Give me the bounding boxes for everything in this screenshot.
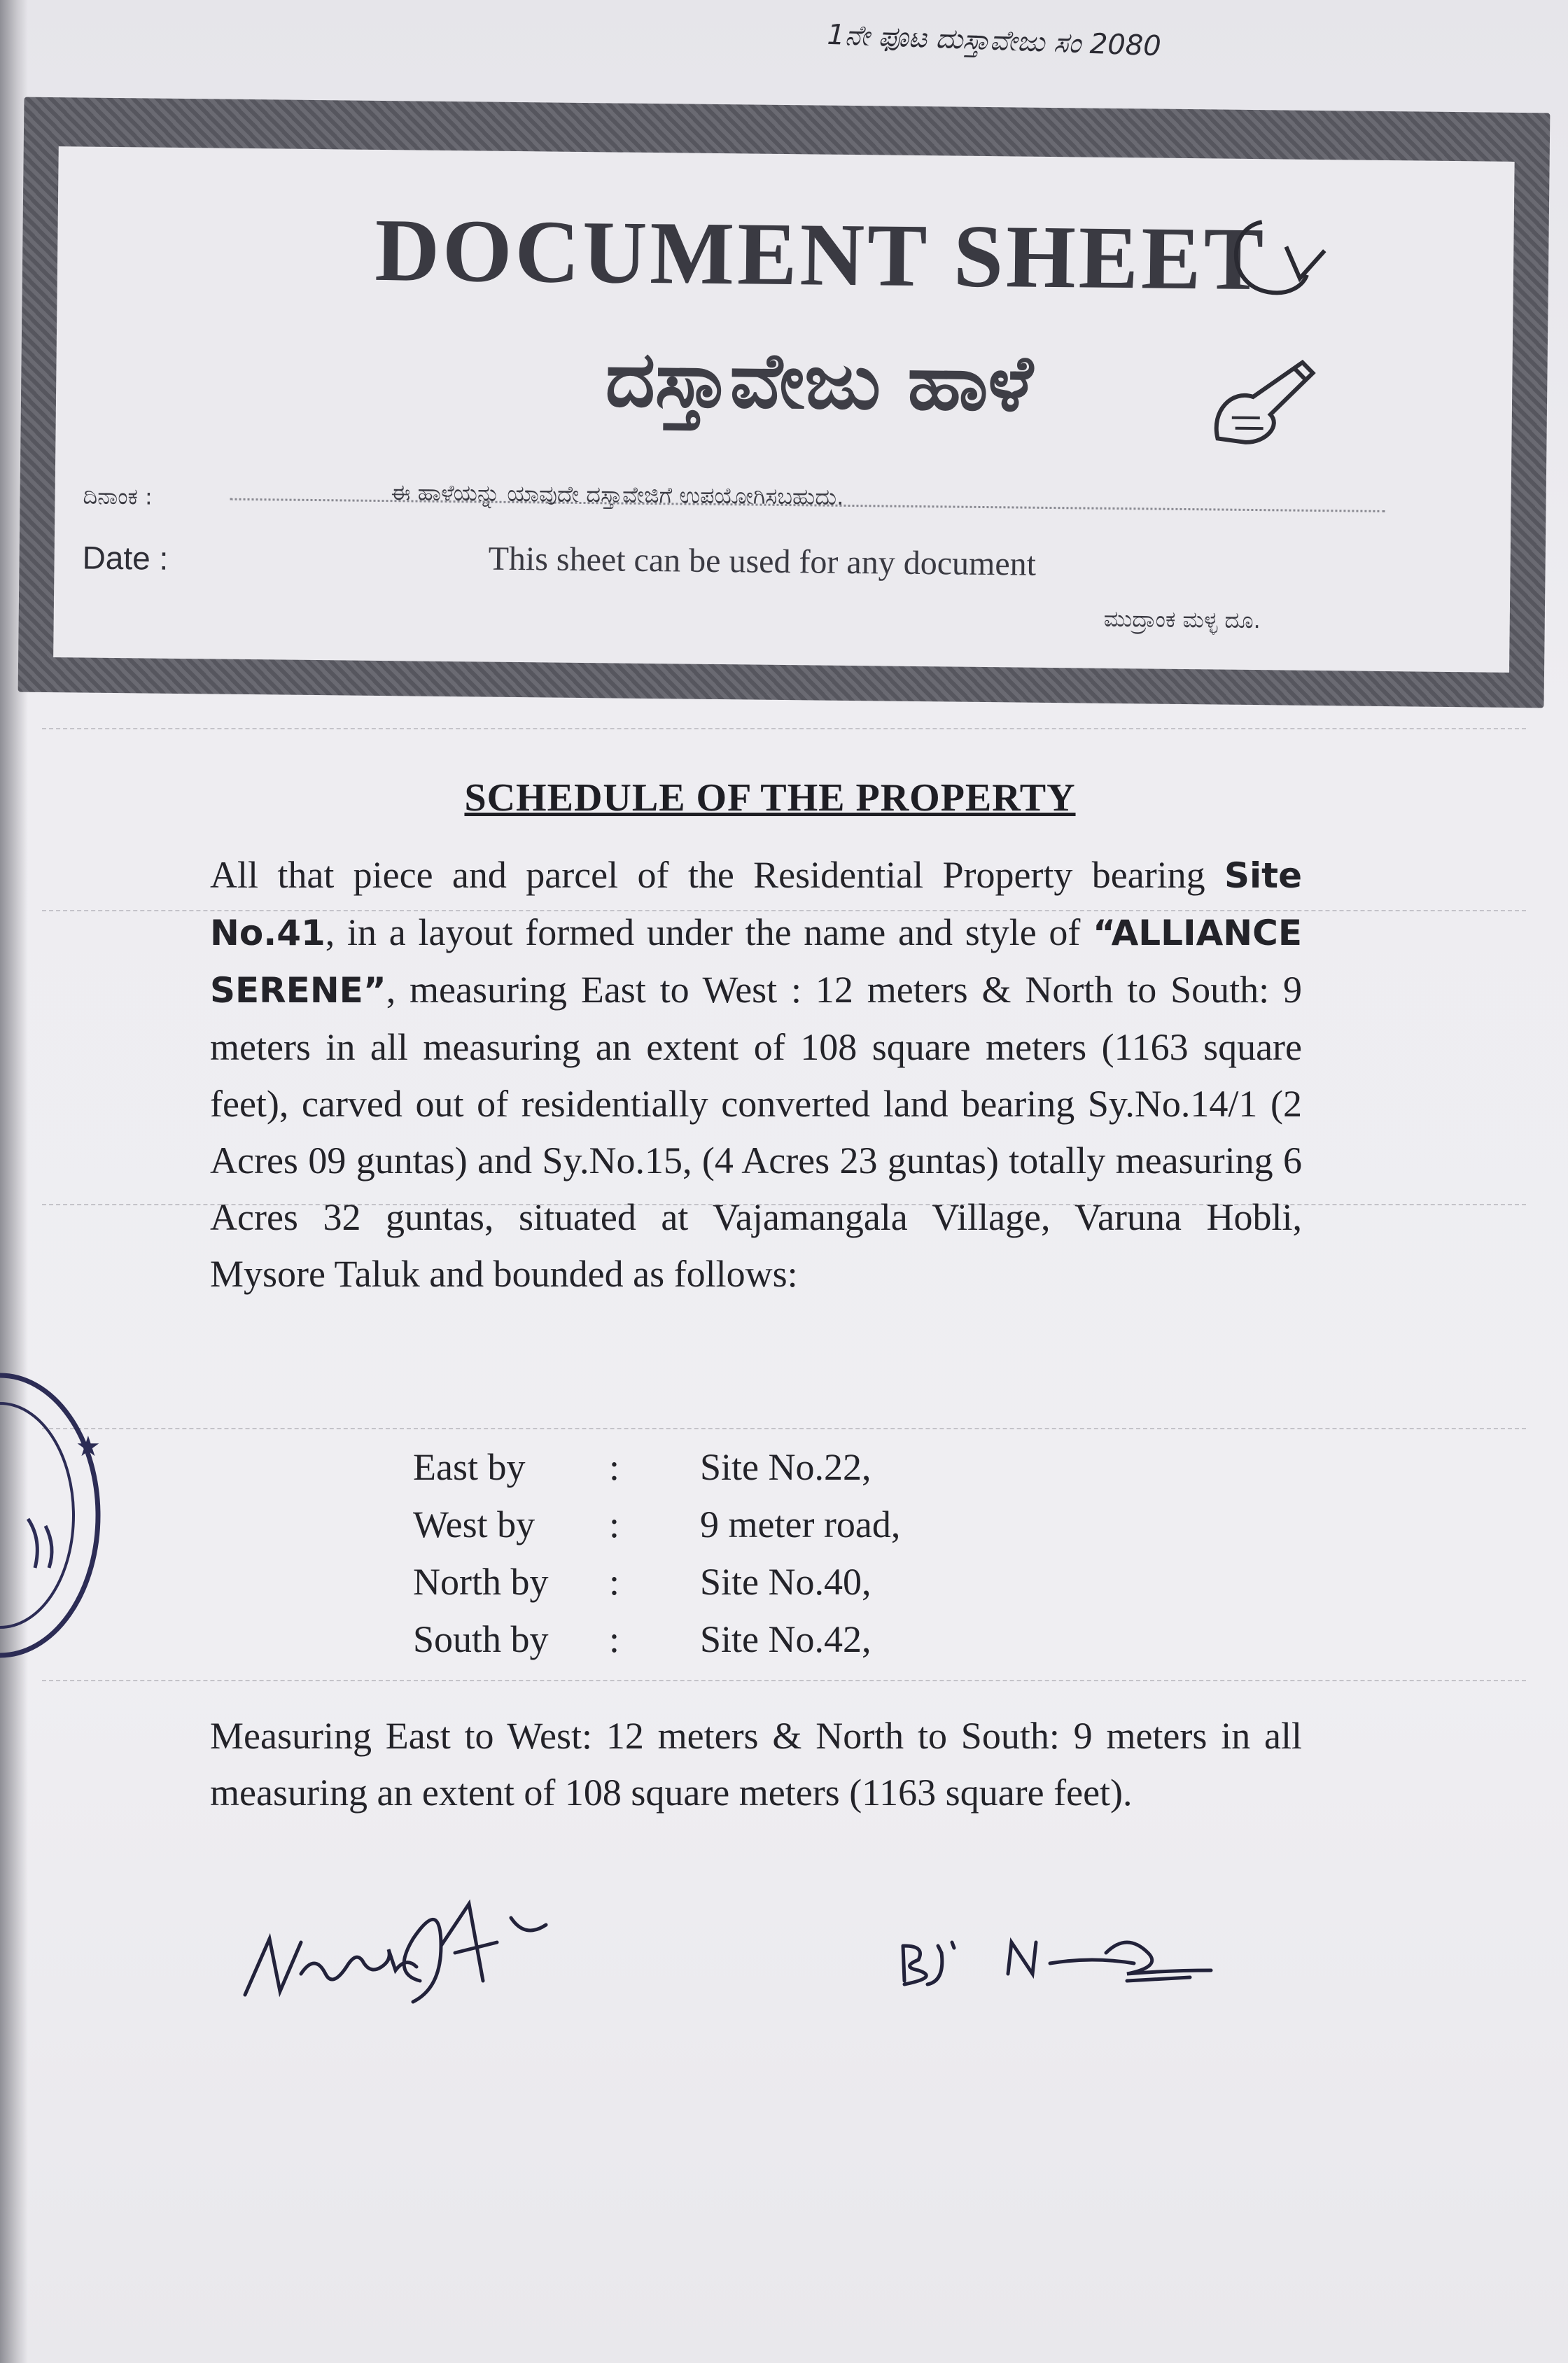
document-sheet-title-kannada: ದಸ್ತಾವೇಜು ಹಾಳೆ bbox=[605, 334, 1034, 428]
boundary-value: 9 meter road, bbox=[700, 1503, 901, 1545]
boundary-value: Site No.40, bbox=[700, 1561, 872, 1603]
measurement-summary: Measuring East to West: 12 meters & North to South: 9 meters in all measuring an extent of 108 square meters (1163 square feet). bbox=[210, 1715, 1302, 1814]
boundaries-list bbox=[413, 1438, 1113, 1668]
date-label-kannada: ದಿನಾಂಕ : bbox=[83, 482, 153, 510]
date-label: Date : bbox=[82, 539, 169, 577]
boundary-direction: North by bbox=[413, 1561, 549, 1603]
header-panel bbox=[53, 146, 1515, 673]
hand-writing-pen-icon bbox=[1203, 347, 1324, 454]
boundary-row bbox=[413, 1438, 1113, 1496]
boundary-direction: South by bbox=[413, 1618, 549, 1660]
boundary-direction: East by bbox=[413, 1446, 526, 1488]
office-seal-stamp bbox=[0, 1351, 119, 1680]
schedule-description bbox=[210, 847, 1302, 1303]
ruled-line bbox=[42, 1680, 1526, 1681]
signature-right bbox=[896, 1904, 1260, 2002]
boundary-colon: : bbox=[609, 1446, 620, 1488]
notice-kannada: ಈ ಹಾಳೆಯನ್ನು ಯಾವುದೇ ದಸ್ತಾವೇಜಿಗೆ ಉಪಯೋಗಿಸಬಹುದು. bbox=[391, 479, 844, 510]
description-text: , measuring East to West : 12 meters & North to South: 9 meters in all measuring an extent of 108 square meters (1163 square feet), carved out of residentially converted land bearing Sy.No.14/1 (2 Acres 09 guntas) and Sy.No.15, (4 Acres 23 guntas) totally measuring 6 Acres 32 guntas, situated at Vajamangala Village, Varuna Hobli, Mysore Taluk and bounded as follows: bbox=[210, 969, 1302, 1295]
boundary-row bbox=[413, 1611, 1113, 1668]
signature-left bbox=[231, 1876, 623, 2023]
svg-text:★: ★ bbox=[76, 1431, 101, 1463]
boundary-row bbox=[413, 1553, 1113, 1611]
schedule-title: SCHEDULE OF THE PROPERTY bbox=[464, 776, 1076, 820]
boundary-row bbox=[413, 1496, 1113, 1553]
document-sheet-header bbox=[18, 97, 1550, 708]
ruled-line bbox=[42, 728, 1526, 729]
handwritten-top-note: 1ನೇ ಫೂಟ ದುಸ್ತಾವೇಜು ಸಂ 2080 bbox=[826, 18, 1162, 63]
boundary-value: Site No.42, bbox=[700, 1618, 872, 1660]
layout-name: “ALLIANCE SERENE” bbox=[210, 913, 1302, 1011]
handwritten-circle-mark bbox=[1219, 208, 1346, 314]
notice-english: This sheet can be used for any document bbox=[488, 540, 1037, 583]
site-number: Site No.41 bbox=[210, 855, 1302, 953]
boundary-colon: : bbox=[609, 1561, 620, 1603]
description-text: , in a layout formed under the name and style of bbox=[325, 911, 1093, 953]
boundary-value: Site No.22, bbox=[700, 1446, 872, 1488]
boundary-direction: West by bbox=[413, 1503, 536, 1545]
document-sheet-title: DOCUMENT SHEET bbox=[374, 199, 1267, 309]
ruled-line bbox=[42, 1428, 1526, 1429]
description-text: All that piece and parcel of the Residential Property bearing bbox=[210, 854, 1225, 896]
printer-name-kannada: ಮುದ್ರಾಂಕ ಮಳ್ಳ ದೂ. bbox=[1103, 605, 1261, 634]
boundary-colon: : bbox=[609, 1618, 620, 1660]
boundary-colon: : bbox=[609, 1503, 620, 1545]
